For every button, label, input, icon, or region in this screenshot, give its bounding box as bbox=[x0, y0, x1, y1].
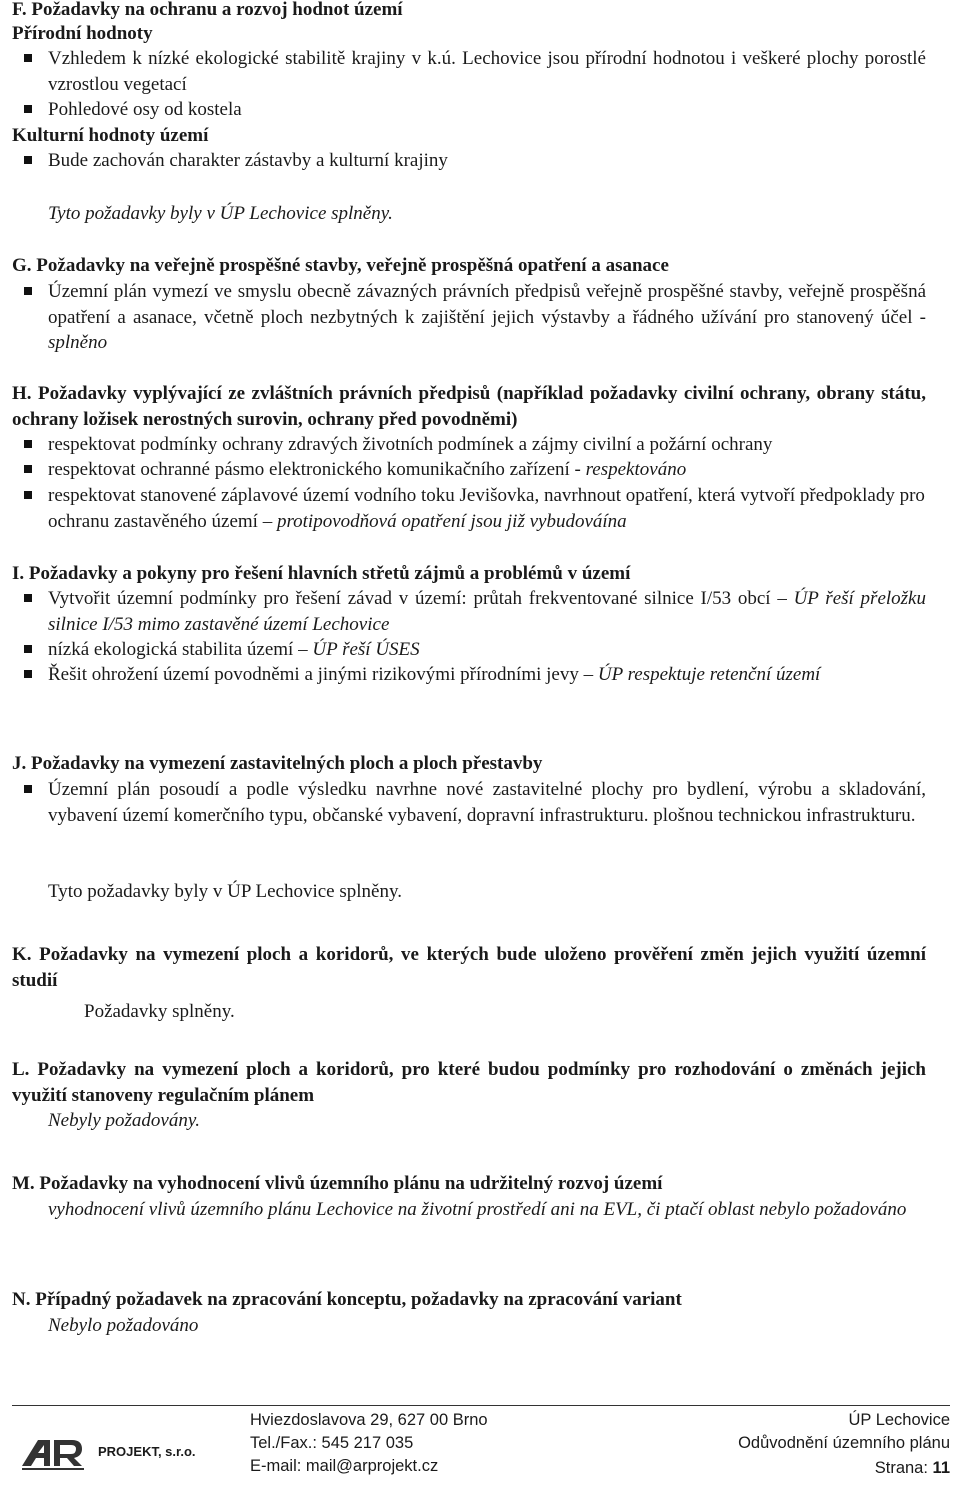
bullet-icon bbox=[24, 594, 32, 602]
section-k-heading: K. Požadavky na vymezení ploch a koridorů, ve kterých bude uloženo prověření změn jejich využití územní studií bbox=[12, 944, 926, 991]
section-k-note: Požadavky splněny. bbox=[84, 1001, 235, 1022]
section-g-heading: G. Požadavky na veřejně prospěšné stavby, veřejně prospěšná opatření a asanace bbox=[12, 255, 669, 276]
document-subtitle: Odůvodnění územního plánu bbox=[738, 1434, 950, 1452]
list-item: respektovat ochranné pásmo elektronického komunikačního zařízení - respektováno bbox=[12, 457, 926, 483]
section-l-heading: L. Požadavky na vymezení ploch a koridorů, pro které budou podmínky pro rozhodování o změnách jejich využití stanoveny regulačním plánem bbox=[12, 1059, 926, 1106]
section-j-heading: J. Požadavky na vymezení zastavitelných ploch a ploch přestavby bbox=[12, 753, 543, 774]
bullet-icon bbox=[24, 156, 32, 164]
list-item: Pohledové osy od kostela bbox=[12, 97, 926, 123]
section-l-note: Nebyly požadovány. bbox=[48, 1110, 200, 1131]
section-h-heading: H. Požadavky vyplývající ze zvláštních právních předpisů (například požadavky civilní ochrany, obrany státu, ochrany ložisek nerostných surovin, ochrany před povodněmi) bbox=[12, 383, 926, 430]
bullet-icon bbox=[24, 645, 32, 653]
company-phone: Tel./Fax.: 545 217 035 bbox=[250, 1434, 414, 1452]
bullet-icon bbox=[24, 465, 32, 473]
bullet-icon bbox=[24, 670, 32, 678]
bullet-icon bbox=[24, 105, 32, 113]
page-number: Strana: 11 bbox=[874, 1459, 950, 1477]
cultural-values-subheading: Kulturní hodnoty území bbox=[12, 125, 209, 146]
bullet-icon bbox=[24, 491, 32, 499]
list-item: Vytvořit územní podmínky pro řešení závad v území: průtah frekventované silnice I/53 obcí – ÚP řeší přeložku silnice I/53 mimo zastavěné území Lechovice bbox=[12, 586, 926, 637]
section-n-heading: N. Případný požadavek na zpracování konceptu, požadavky na zpracování variant bbox=[12, 1289, 682, 1310]
section-m-note: vyhodnocení vlivů územního plánu Lechovice na životní prostředí ani na EVL, či ptačí oblast nebylo požadováno bbox=[48, 1199, 907, 1220]
natural-values-subheading: Přírodní hodnoty bbox=[12, 23, 153, 44]
list-item: respektovat podmínky ochrany zdravých životních podmínek a zájmy civilní a požární ochrany bbox=[12, 432, 926, 458]
section-n-note: Nebylo požadováno bbox=[48, 1315, 199, 1336]
list-item: Územní plán posoudí a podle výsledku navrhne nové zastavitelné plochy pro bydlení, výrobu a skladování, vybavení území komerčního typu, občanské vybavení, dopravní infrastrukturu. plošnou technickou infrastrukturu. bbox=[12, 777, 926, 828]
section-f-note: Tyto požadavky byly v ÚP Lechovice splněny. bbox=[48, 203, 393, 224]
bullet-icon bbox=[24, 785, 32, 793]
section-i-heading: I. Požadavky a pokyny pro řešení hlavních střetů zájmů a problémů v území bbox=[12, 563, 631, 584]
section-m-heading: M. Požadavky na vyhodnocení vlivů územního plánu na udržitelný rozvoj území bbox=[12, 1173, 663, 1194]
company-email: E-mail: mail@arprojekt.cz bbox=[250, 1457, 439, 1475]
list-item: Bude zachován charakter zástavby a kulturní krajiny bbox=[12, 148, 926, 174]
document-title: ÚP Lechovice bbox=[848, 1411, 950, 1429]
bullet-icon bbox=[24, 54, 32, 62]
footer-divider bbox=[12, 1405, 950, 1406]
list-item: respektovat stanovené záplavové území vodního toku Jevišovka, navrhnout opatření, která vytvoří předpoklady pro ochranu zastavěného území – protipovodňová opatření jsou již vybudováína bbox=[12, 483, 926, 534]
company-address: Hviezdoslavova 29, 627 00 Brno bbox=[250, 1411, 488, 1429]
list-item: Řešit ohrožení území povodněmi a jinými rizikovými přírodními jevy – ÚP respektuje retenční území bbox=[12, 662, 926, 688]
bullet-icon bbox=[24, 287, 32, 295]
list-item: nízká ekologická stabilita území – ÚP řeší ÚSES bbox=[12, 637, 926, 663]
list-item: Územní plán vymezí ve smyslu obecně závazných právních předpisů veřejně prospěšné stavby, veřejně prospěšná opatření a asanace, včetně ploch nezbytných k zajištění jejich výstavby a řádného užívání pro stanovený účel - splněno bbox=[12, 279, 926, 356]
bullet-icon bbox=[24, 440, 32, 448]
list-item: Vzhledem k nízké ekologické stabilitě krajiny v k.ú. Lechovice jsou přírodní hodnotou i veškeré plochy porostlé vzrostlou vegetací bbox=[12, 46, 926, 97]
section-j-note: Tyto požadavky byly v ÚP Lechovice splněny. bbox=[48, 881, 402, 902]
company-logo: PROJEKT, s.r.o. bbox=[20, 1428, 220, 1478]
section-f-heading: F. Požadavky na ochranu a rozvoj hodnot území bbox=[12, 0, 403, 20]
